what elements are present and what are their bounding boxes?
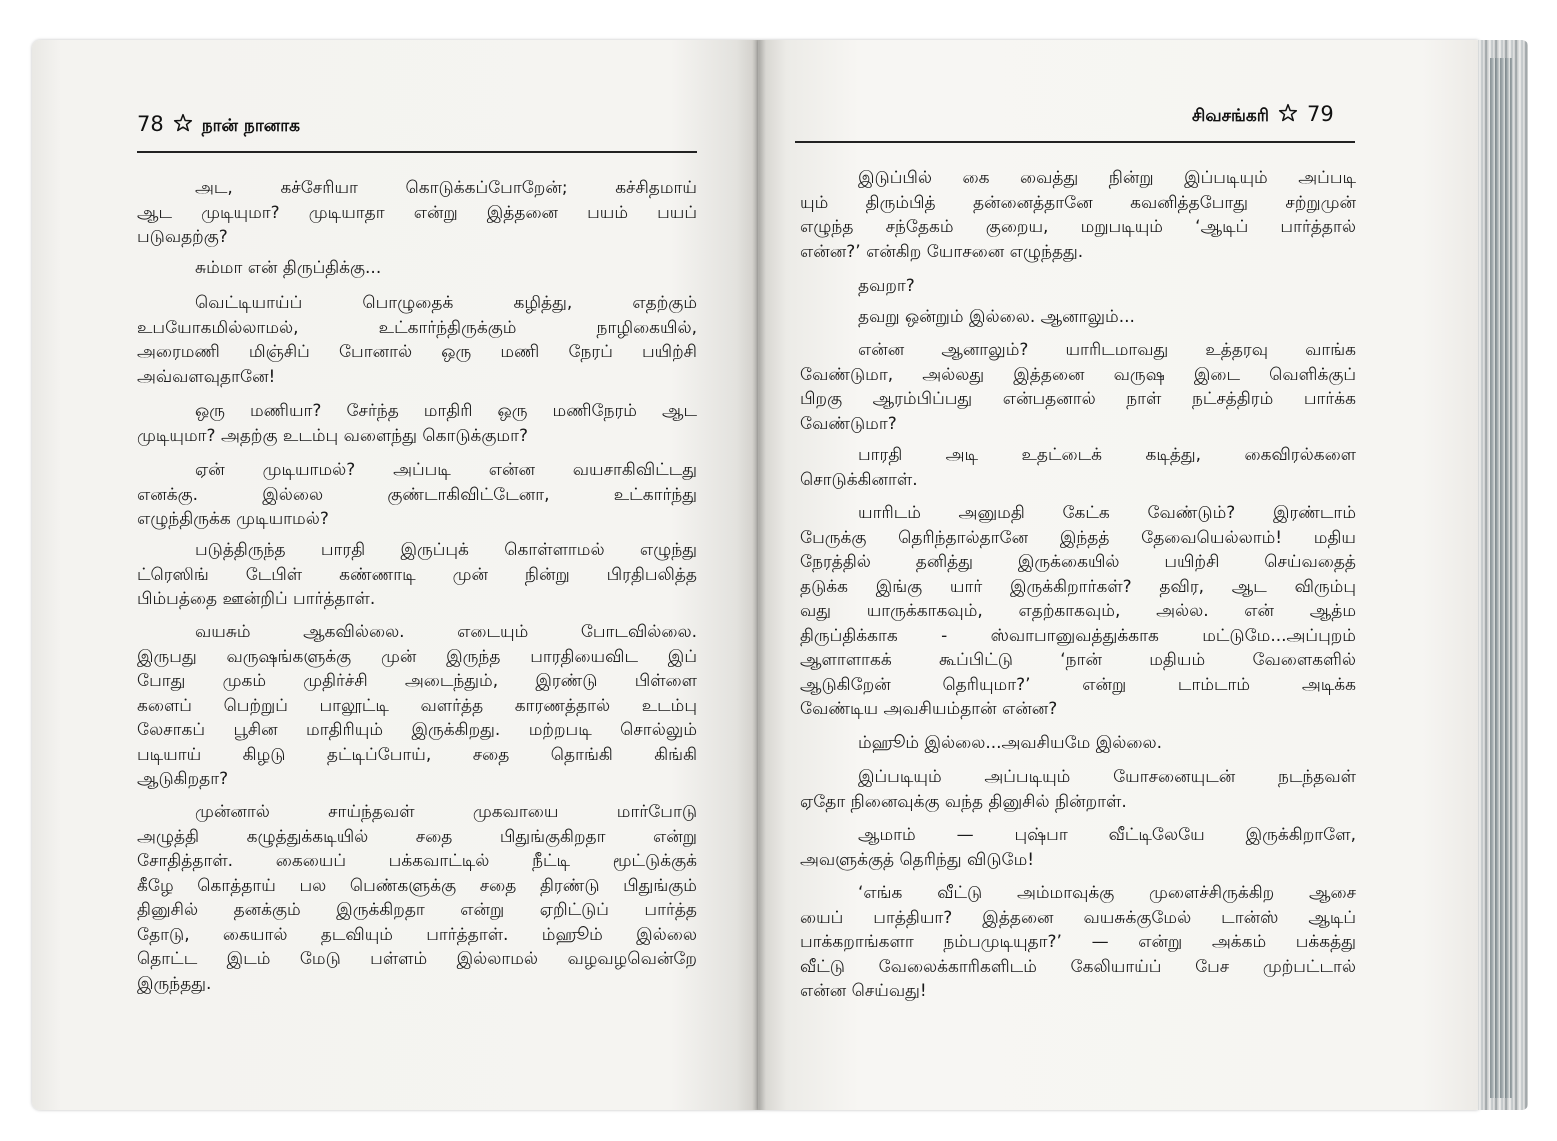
text-line: பேருக்கு தெரிந்தால்தானே இந்தத் தேவையெல்லாம்! மதிய: [800, 527, 1356, 548]
text-line: தவறு ஒன்றும் இல்லை. ஆனாலும்...: [858, 307, 1135, 327]
text-line: யைப் பாத்தியா? இத்தனை வயசுக்குமேல் டான்ஸ் ஆடிப்: [800, 907, 1356, 928]
left-paragraph-2: [137, 256, 697, 281]
text-line: கீழே கொத்தாய் பல பெண்களுக்கு சதை திரண்டு பிதுங்கும்: [137, 875, 697, 896]
right-paragraph-1: [800, 166, 1356, 264]
text-line: அரைமணி மிஞ்சிப் போனால் ஒரு மணி நேரப் பயிற்சி: [137, 342, 697, 362]
book-spine: [752, 40, 766, 1110]
right-paragraph-4: [800, 338, 1356, 436]
left-paragraph-7: [137, 620, 697, 792]
text-line: தடுக்க இங்கு யார் இருக்கிறார்கள்? தவிர, ஆட விரும்பு: [800, 576, 1356, 597]
text-line: படுத்திருந்த பாரதி இருப்புக் கொள்ளாமல் எழுந்து: [195, 540, 697, 560]
left-paragraph-8: [137, 800, 697, 996]
right-paragraph-6: [800, 501, 1356, 722]
left-paragraph-6: [137, 538, 697, 612]
text-line: அவளுக்குத் தெரிந்து விடுமே!: [800, 849, 1035, 870]
text-line: இடுப்பில் கை வைத்து நின்று இப்படியும் அப்படி: [858, 168, 1356, 188]
text-line: என்ன செய்வது!: [800, 981, 927, 1001]
right-paragraph-3: [800, 305, 1356, 330]
text-line: திருப்திக்காக - ஸ்வாபானுவத்துக்காக மட்டுமே...அப்புறம்: [800, 625, 1356, 646]
text-line: சோதித்தாள். கையைப் பக்கவாட்டில் நீட்டி மூட்டுக்குக்: [137, 851, 697, 871]
right-paragraph-5: [800, 443, 1356, 492]
left-running-title: நான் நானாக: [201, 116, 300, 136]
text-line: ஆமாம் — புஷ்பா வீட்டிலேயே இருக்கிறாளே,: [858, 825, 1356, 845]
text-line: ம்ஹூம் இல்லை...அவசியமே இல்லை.: [858, 733, 1162, 753]
text-line: நேரத்தில் தனித்து இருக்கையில் பயிற்சி செய்வதைத்: [800, 552, 1356, 572]
right-paragraph-7: [800, 731, 1356, 756]
left-page-header: [137, 112, 300, 138]
text-line: வேண்டுமா, அல்லது இத்தனை வருஷ இடை வெளிக்குப்: [800, 364, 1356, 385]
text-line: எழுந்திருக்க முடியாமல்?: [137, 509, 329, 529]
left-paragraph-3: [137, 291, 697, 389]
left-paragraph-5: [137, 458, 697, 532]
right-paragraph-10: [800, 881, 1356, 1004]
text-line: முன்னால் சாய்ந்தவள் முகவாயை மார்போடு: [195, 802, 697, 822]
text-line: எனக்கு. இல்லை குண்டாகிவிட்டேனா, உட்கார்ந்து: [137, 484, 697, 505]
right-header-rule: [795, 141, 1355, 143]
right-paragraph-9: [800, 823, 1356, 872]
right-paragraph-2: [800, 274, 1356, 299]
text-line: இருந்தது.: [137, 973, 212, 994]
text-line: முடியுமா? அதற்கு உடம்பு வளைந்து கொடுக்குமா?: [137, 425, 528, 446]
text-line: சொடுக்கினாள்.: [800, 469, 918, 490]
text-line: ஆடுகிறதா?: [137, 769, 229, 789]
text-line: இருபது வருஷங்களுக்கு முன் இருந்த பாரதியைவிட இப்: [137, 646, 697, 667]
text-line: சும்மா என் திருப்திக்கு...: [195, 258, 382, 278]
text-line: தோடு, கையால் தடவியும் பார்த்தாள். ம்ஹூம் இல்லை: [137, 924, 697, 945]
text-line: வேண்டிய அவசியம்தான் என்ன?: [800, 699, 1058, 719]
star-icon: [1277, 103, 1299, 123]
right-running-title: சிவசங்கரி: [1192, 106, 1269, 126]
text-line: படுவதற்கு?: [137, 227, 228, 247]
right-page-header: [1192, 102, 1334, 128]
text-line: என்ன ஆனாலும்? யாரிடமாவது உத்தரவு வாங்க: [858, 340, 1356, 360]
text-line: அழுத்தி கழுத்துக்கடியில் சதை பிதுங்குகிறதா என்று: [137, 826, 697, 847]
text-line: ஏன் முடியாமல்? அப்படி என்ன வயசாகிவிட்டது: [195, 460, 697, 480]
star-icon: [172, 113, 194, 133]
text-line: ஆளாளாகக் கூப்பிட்டு ‘நான் மதியம் வேளைகளில்: [800, 650, 1356, 670]
left-page-number: 78: [137, 112, 164, 136]
text-line: களைப் பெற்றுப் பாலூட்டி வளர்த்த காரணத்தால் உடம்பு: [137, 695, 697, 716]
text-line: என்ன?’ என்கிற யோசனை எழுந்தது.: [800, 241, 1084, 262]
page-edges-shadow: [1490, 58, 1512, 1098]
text-line: அவ்வளவுதானே!: [137, 366, 276, 387]
text-line: தினுசில் தனக்கும் இருக்கிறதா என்று ஏறிட்டுப் பார்த்த: [137, 900, 697, 920]
text-line: ஒரு மணியா? சேர்ந்த மாதிரி ஒரு மணிநேரம் ஆட: [195, 401, 697, 421]
text-line: தவறா?: [858, 276, 915, 296]
text-line: பிறகு ஆரம்பிப்பது என்பதனால் நாள் நட்சத்திரம் பார்க்க: [800, 389, 1356, 409]
text-line: உபயோகமில்லாமல், உட்கார்ந்திருக்கும் நாழிகையில்,: [137, 317, 697, 338]
text-line: வயசும் ஆகவில்லை. எடையும் போடவில்லை.: [195, 622, 697, 642]
left-header-rule: [137, 151, 697, 153]
text-line: லேசாகப் பூசின மாதிரியும் இருக்கிறது. மற்றபடி சொல்லும்: [137, 720, 697, 740]
text-line: ‘எங்க வீட்டு அம்மாவுக்கு முளைச்சிருக்கிற ஆசை: [858, 883, 1356, 903]
text-line: வேண்டுமா?: [800, 413, 897, 434]
text-line: பிம்பத்தை ஊன்றிப் பார்த்தாள்.: [137, 589, 376, 609]
text-line: வீட்டு வேலைக்காரிகளிடம் கேலியாய்ப் பேச முற்பட்டால்: [800, 956, 1356, 977]
text-line: ஆட முடியுமா? முடியாதா என்று இத்தனை பயம் பயப்: [137, 202, 697, 223]
text-line: ஏதோ நினைவுக்கு வந்த தினுசில் நின்றாள்.: [800, 791, 1127, 812]
text-line: போது முகம் முதிர்ச்சி அடைந்தும், இரண்டு பிள்ளை: [137, 671, 697, 691]
text-line: தொட்ட இடம் மேடு பள்ளம் இல்லாமல் வழவழவென்றே: [137, 949, 697, 969]
right-page-number: 79: [1307, 102, 1334, 126]
text-line: வது யாருக்காகவும், எதற்காகவும், அல்ல. என் ஆத்ம: [800, 601, 1356, 621]
left-paragraph-4: [137, 399, 697, 448]
text-line: வெட்டியாய்ப் பொழுதைக் கழித்து, எதற்கும்: [195, 293, 697, 313]
text-line: ட்ரெஸிங் டேபிள் கண்ணாடி முன் நின்று பிரதிபலித்த: [137, 564, 697, 585]
text-line: பாக்கறாங்களா நம்பமுடியுதா?’ — என்று அக்கம் பக்கத்து: [800, 932, 1356, 952]
text-line: யும் திரும்பித் தன்னைத்தானே கவனித்தபோது சற்றுமுன்: [800, 192, 1356, 213]
left-paragraph-1: [137, 176, 697, 250]
text-line: எழுந்த சந்தேகம் குறைய, மறுபடியும் ‘ஆடிப் பார்த்தால்: [800, 217, 1356, 237]
text-line: பாரதி அடி உதட்டைக் கடித்து, கைவிரல்களை: [858, 445, 1356, 465]
text-line: அட, கச்சேரியா கொடுக்கப்போறேன்; கச்சிதமாய்: [195, 178, 697, 198]
text-line: இப்படியும் அப்படியும் யோசனையுடன் நடந்தவள்: [858, 767, 1356, 787]
right-paragraph-8: [800, 765, 1356, 814]
text-line: படியாய் கிழடு தட்டிப்போய், சதை தொங்கி கிங்கி: [137, 744, 697, 765]
text-line: யாரிடம் அனுமதி கேட்க வேண்டும்? இரண்டாம்: [858, 503, 1356, 523]
text-line: ஆடுகிறேன் தெரியுமா?’ என்று டாம்டாம் அடிக்க: [800, 674, 1356, 695]
